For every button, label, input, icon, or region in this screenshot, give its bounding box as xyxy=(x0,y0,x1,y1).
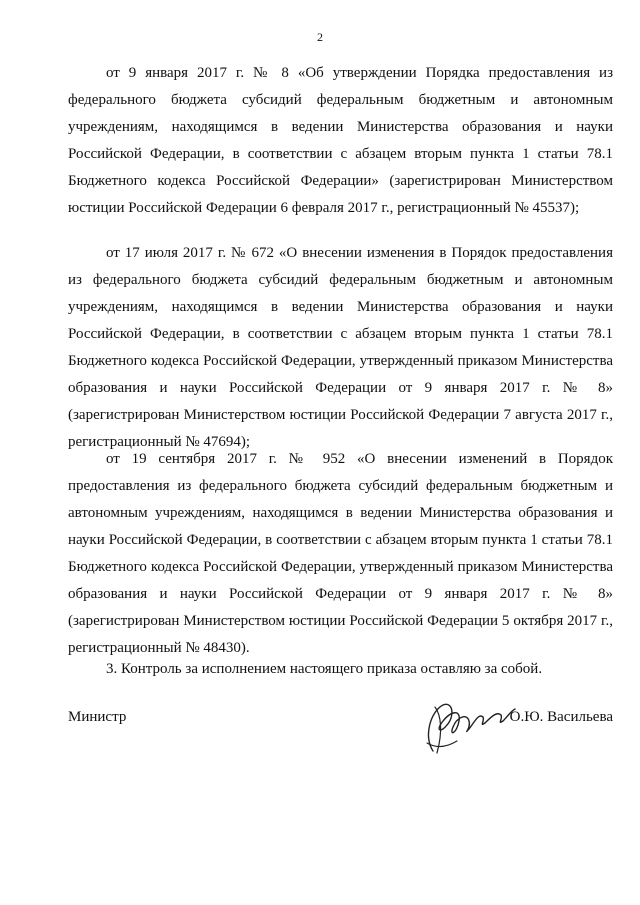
signatory-name: О.Ю. Васильева xyxy=(509,709,613,725)
paragraph-control-clause: 3. Контроль за исполнением настоящего приказа оставляю за собой. xyxy=(106,661,543,677)
paragraph-order-672: от 17 июля 2017 г. № 672 «О внесении изменения в Порядок предоставления из федерального бюджета субсидий федеральным бюджетным и автономным учреждениям, находящимся в ведении Министерства образования и науки Российской Федерации, в соответствии с абзацем вторым пункта 1 статьи 78.1 Бюджетного кодекса Российской Федерации, утвержденный приказом Министерства образования и науки Российской Федерации от 9 января 2017 г. № 8» (зарегистрирован Министерством юстиции Российской Федерации 7 августа 2017 г., регистрационный № 47694); xyxy=(68,245,613,450)
handwritten-signature-icon xyxy=(413,691,523,766)
signatory-position: Министр xyxy=(68,709,127,725)
paragraph-order-952: от 19 сентября 2017 г. № 952 «О внесении изменений в Порядок предоставления из федерального бюджета субсидий федеральным бюджетным и автономным учреждениям, находящимся в ведении Министерства образования и науки Российской Федерации, в соответствии с абзацем вторым пункта 1 статьи 78.1 Бюджетного кодекса Российской Федерации, утвержденный приказом Министерства образования и науки Российской Федерации от 9 января 2017 г. № 8» (зарегистрирован Министерством юстиции Российской Федерации 5 октября 2017 г., регистрационный № 48430). xyxy=(68,451,613,656)
paragraph-order-8: от 9 января 2017 г. № 8 «Об утверждении Порядка предоставления из федерального бюджета субсидий федеральным бюджетным и автономным учреждениям, находящимся в ведении Министерства образования и науки Российской Федерации, в соответствии с абзацем вторым пункта 1 статьи 78.1 Бюджетного кодекса Российской Федерации» (зарегистрирован Министерством юстиции Российской Федерации 6 февраля 2017 г., регистрационный № 45537); xyxy=(68,65,613,216)
signature-block xyxy=(68,709,613,769)
page-number: 2 xyxy=(317,30,323,44)
